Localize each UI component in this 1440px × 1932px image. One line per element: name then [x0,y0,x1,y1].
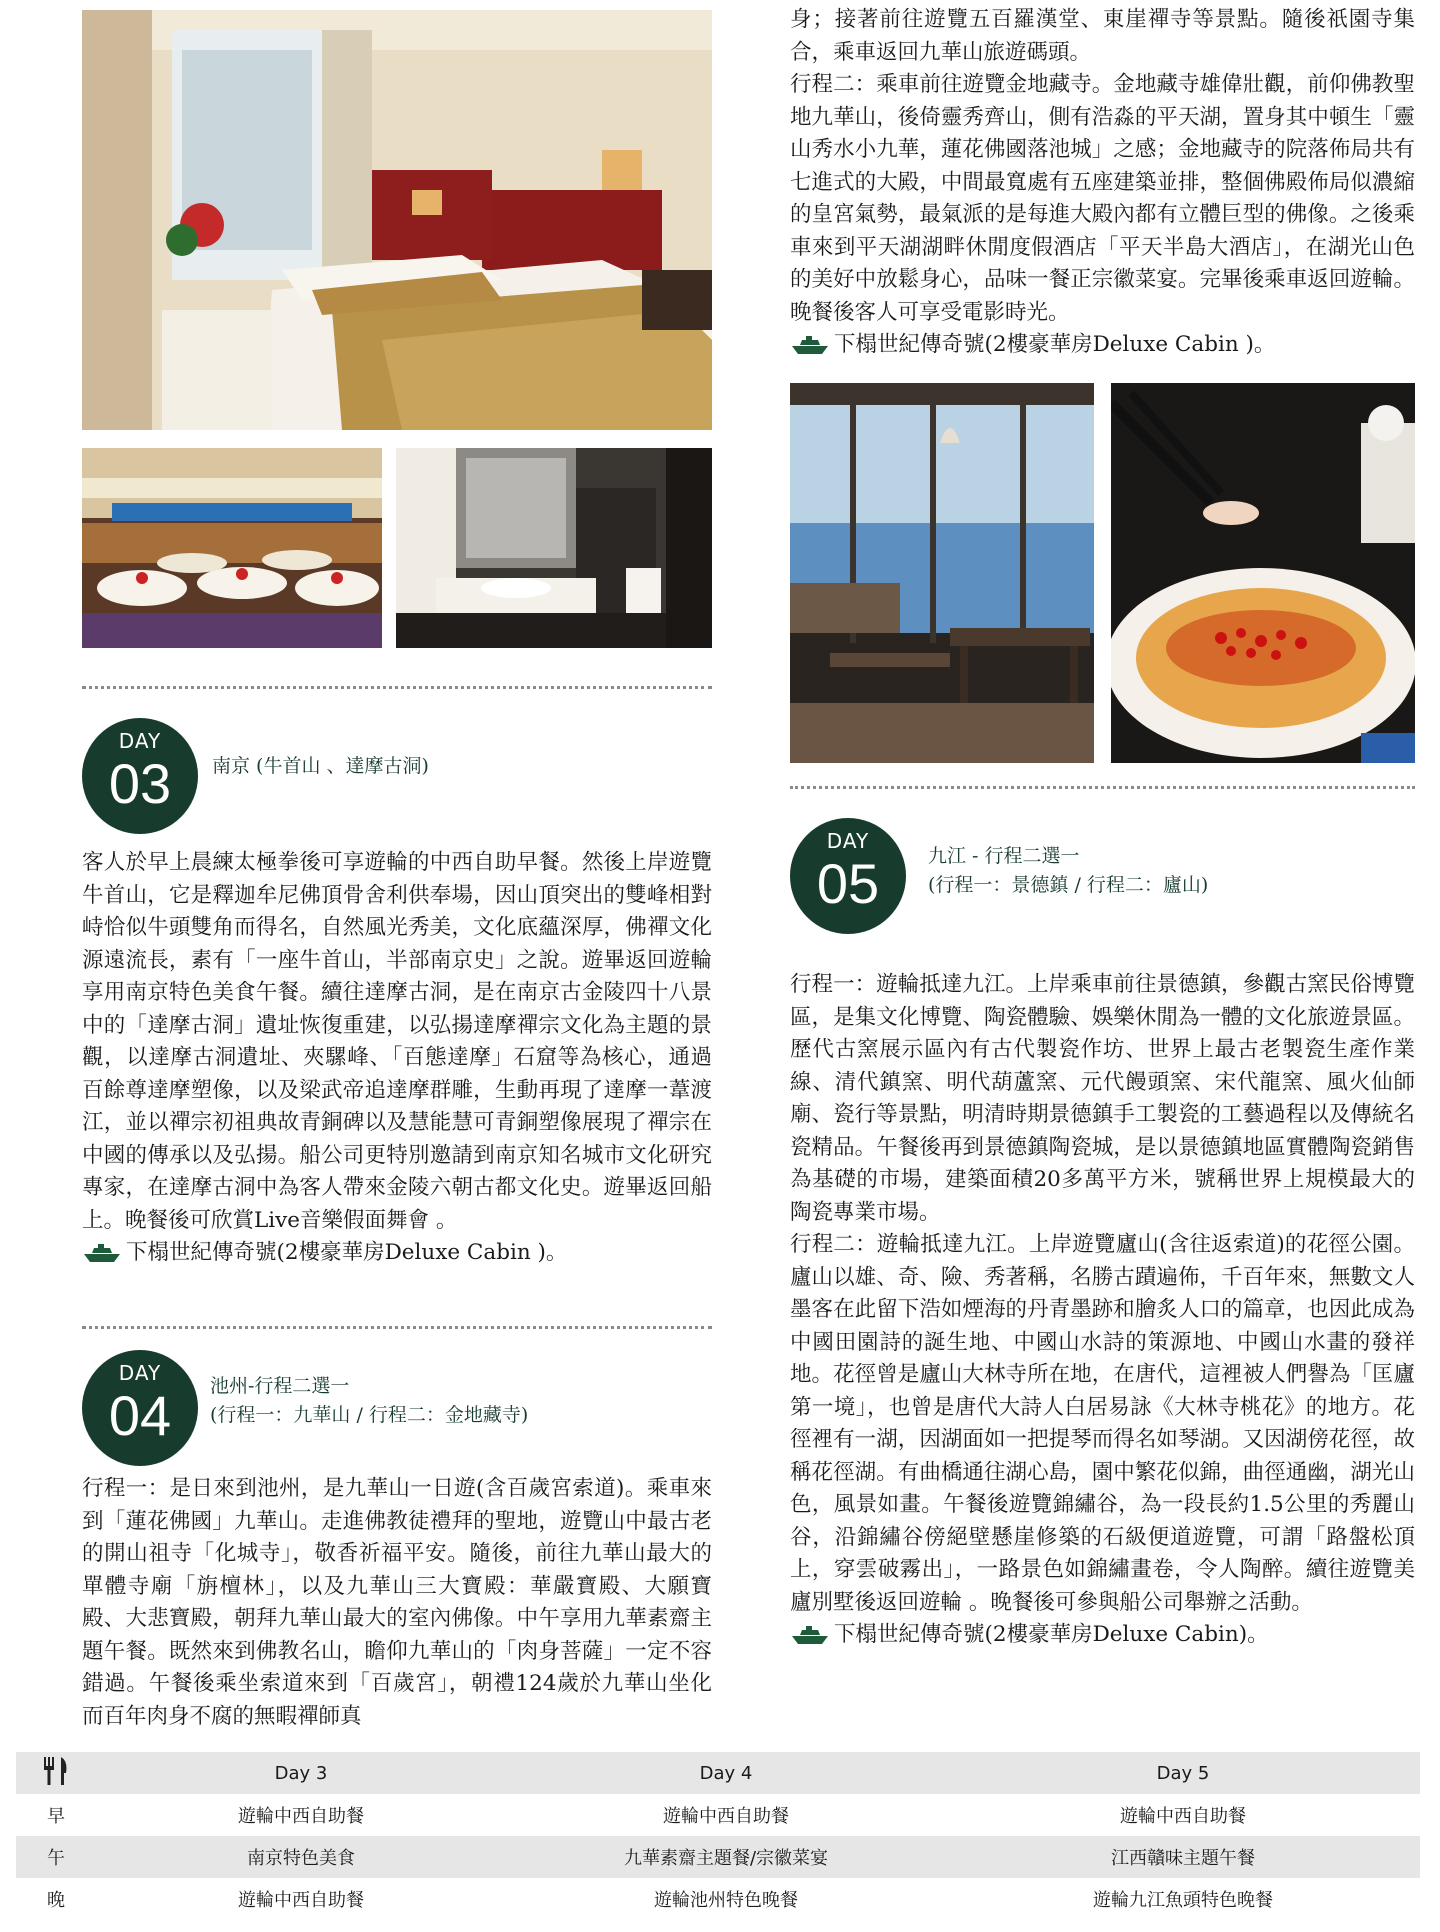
fish-dish-photo [1111,383,1415,763]
meal-cell: 遊輪中西自助餐 [1120,1806,1246,1827]
meal-label: 晚 [47,1890,65,1911]
day04-body-left [82,1473,712,1733]
day03-badge-number: 03 [108,752,172,815]
meal-header-day5: Day 5 [1156,1762,1210,1784]
day03-badge [82,718,198,834]
meal-icon-cell [16,1755,96,1792]
lake-restaurant-photo [790,383,1094,763]
day05-title [928,842,1408,900]
day05-body [790,969,1415,1652]
day05-option2-text: 行程二：遊輪抵達九江。上岸遊覽廬山(含往返索道)的花徑公園。廬山以雄、奇、險、秀著稱，名勝古蹟遍佈，千百年來，無數文人墨客在此留下浩如煙海的丹青墨跡和膾炙人口的篇章，也因此成為中國田園詩的誕生地、中國山水詩的策源地、中國山水畫的發祥地。花徑曾是廬山大林寺所在地，在唐代，這裡被人們譽為「匡廬第一境」，也曾是唐代大詩人白居易詠《大林寺桃花》的地方。花徑裡有一湖，因湖面如一把提琴而得名如琴湖。又因湖傍花徑，故稱花徑湖。有曲橋通往湖心島，園中繁花似錦，曲徑通幽，湖光山色，風景如畫。午餐後遊覽錦繡谷，為一段長約1.5公里的秀麗山谷，沿錦繡谷傍絕壁懸崖修築的石級便道遊覽，可謂「路盤松頂上，穿雲破霧出」，一路景色如錦繡畫卷，令人陶醉。續往遊覽美廬別墅後返回遊輪 。晚餐後可參與船公司舉辦之活動。 [790,1232,1415,1615]
meal-table [16,1752,1420,1920]
day05-title-line2: (行程一：景德鎮 / 行程二：廬山) [928,874,1209,896]
meal-row-breakfast [16,1794,1420,1836]
day03-cabin: 下榻世紀傳奇號(2樓豪華房Deluxe Cabin )。 [126,1240,568,1265]
day05-badge-number: 05 [816,852,880,915]
meal-row-lunch [16,1836,1420,1878]
day04-cabin: 下榻世紀傳奇號(2樓豪華房Deluxe Cabin )。 [834,332,1276,357]
meal-row-dinner [16,1878,1420,1920]
day04-title [210,1372,710,1430]
day03-title: 南京 (牛首山 、達摩古洞) [212,755,429,777]
day03-cabin-line [82,1237,712,1270]
meal-cell: 南京特色美食 [247,1848,355,1869]
day04-option2-text: 行程二：乘車前往遊覽金地藏寺。金地藏寺雄偉壯觀，前仰佛教聖地九華山，後倚靈秀齊山，側有浩淼的平天湖，置身其中頓生「靈山秀水小九華，蓮花佛國落池城」之感；金地藏寺的院落佈局共有七進式的大殿，中間最寬處有五座建築並排，整個佛殿佈局似濃縮的皇宮氣勢，最氣派的是每進大殿內都有立體巨型的佛像。之後乘車來到平天湖湖畔休閒度假酒店「平天半島大酒店」，在湖光山色的美好中放鬆身心，品味一餐正宗徽菜宴。完畢後乘車返回遊輪。晚餐後客人可享受電影時光。 [790,72,1415,325]
meal-cell: 遊輪中西自助餐 [238,1806,364,1827]
day05-badge [790,818,906,934]
day04-title-line2: (行程一：九華山 / 行程二：金地藏寺) [210,1404,529,1426]
bathroom-photo [396,448,712,648]
divider-day05 [790,786,1415,789]
day04-option1-continued: 身；接著前往遊覽五百羅漢堂、東崖禪寺等景點。隨後祇園寺集合，乘車返回九華山旅遊碼頭。 [790,7,1415,65]
day03-badge-label: DAY [118,729,162,753]
day04-body-right [790,4,1415,362]
day03-body [82,847,712,1270]
meal-cell: 九華素齋主題餐/宗徽菜宴 [623,1848,829,1869]
day04-option1-text: 行程一：是日來到池州，是九華山一日遊(含百歲宮索道)。乘車來到「蓮花佛國」九華山。走進佛教徒禮拜的聖地，遊覽山中最古老的開山祖寺「化城寺」，敬香祈福平安。隨後，前往九華山最大的單體寺廟「旃檀林」，以及九華山三大寶殿：華嚴寶殿、大願寶殿、大悲寶殿，朝拜九華山最大的室內佛像。中午享用九華素齋主題午餐。既然來到佛教名山，瞻仰九華山的「肉身菩薩」一定不容錯過。午餐後乘坐索道來到「百歲宮」，朝禮124歲於九華山坐化而百年肉身不腐的無暇禪師真 [82,1476,712,1729]
day04-badge-label: DAY [118,1361,162,1385]
day05-title-line1: 九江 - 行程二選一 [928,845,1080,867]
ship-icon [790,1624,830,1646]
cabin-bedroom-photo [82,10,712,430]
meal-cell: 遊輪九江魚頭特色晚餐 [1093,1890,1273,1911]
meal-cell: 遊輪中西自助餐 [663,1806,789,1827]
meal-header-row [16,1752,1420,1794]
utensils-icon [41,1755,71,1787]
ship-icon [790,334,830,356]
dining-hall-photo [82,448,382,648]
divider-day03 [82,686,712,689]
day05-badge-label: DAY [826,829,870,853]
ship-icon [82,1242,122,1264]
meal-cell: 遊輪池州特色晚餐 [654,1890,798,1911]
day04-badge [82,1350,198,1466]
day04-cabin-line [790,329,1415,362]
day04-title-line1: 池州-行程二選一 [210,1375,350,1397]
meal-cell: 江西贛味主題午餐 [1111,1848,1255,1869]
meal-label: 早 [47,1806,65,1827]
day05-cabin-line [790,1619,1415,1652]
day05-option1-text: 行程一：遊輪抵達九江。上岸乘車前往景德鎮，參觀古窯民俗博覽區，是集文化博覽、陶瓷體驗、娛樂休閒為一體的文化旅遊景區。歷代古窯展示區內有古代製瓷作坊、世界上最古老製瓷生產作業線、清代鎮窯、明代葫蘆窯、元代饅頭窯、宋代龍窯、風火仙師廟、瓷行等景點，明清時期景德鎮手工製瓷的工藝過程以及傳統名瓷精品。午餐後再到景德鎮陶瓷城，是以景德鎮地區實體陶瓷銷售為基礎的市場，建築面積20多萬平方米，號稱世界上規模最大的陶瓷專業市場。 [790,972,1415,1225]
day03-description: 客人於早上晨練太極拳後可享遊輪的中西自助早餐。然後上岸遊覽牛首山，它是釋迦牟尼佛頂骨舍利供奉場，因山頂突出的雙峰相對峙恰似牛頭雙角而得名，自然風光秀美，文化底蘊深厚，佛禪文化源遠流長，素有「一座牛首山，半部南京史」之說。遊畢返回遊輪享用南京特色美食午餐。續往達摩古洞，是在南京古金陵四十八景中的「達摩古洞」遺址恢復重建，以弘揚達摩禪宗文化為主題的景觀，以達摩古洞遺址、夾騾峰、「百態達摩」石窟等為核心，通過百餘尊達摩塑像，以及梁武帝追達摩群雕，生動再現了達摩一葦渡江，並以禪宗初祖典故青銅碑以及慧能慧可青銅塑像展現了禪宗在中國的傳承以及弘揚。船公司更特別邀請到南京知名城市文化研究專家，在達摩古洞中為客人帶來金陵六朝古都文化史。遊畢返回船上。晚餐後可欣賞Live音樂假面舞會 。 [82,850,712,1233]
meal-cell: 遊輪中西自助餐 [238,1890,364,1911]
meal-header-day3: Day 3 [274,1762,328,1784]
day04-badge-number: 04 [108,1384,172,1447]
divider-day04 [82,1326,712,1329]
meal-header-day4: Day 4 [699,1762,753,1784]
meal-label: 午 [47,1848,65,1869]
day05-cabin: 下榻世紀傳奇號(2樓豪華房Deluxe Cabin)。 [834,1622,1269,1647]
